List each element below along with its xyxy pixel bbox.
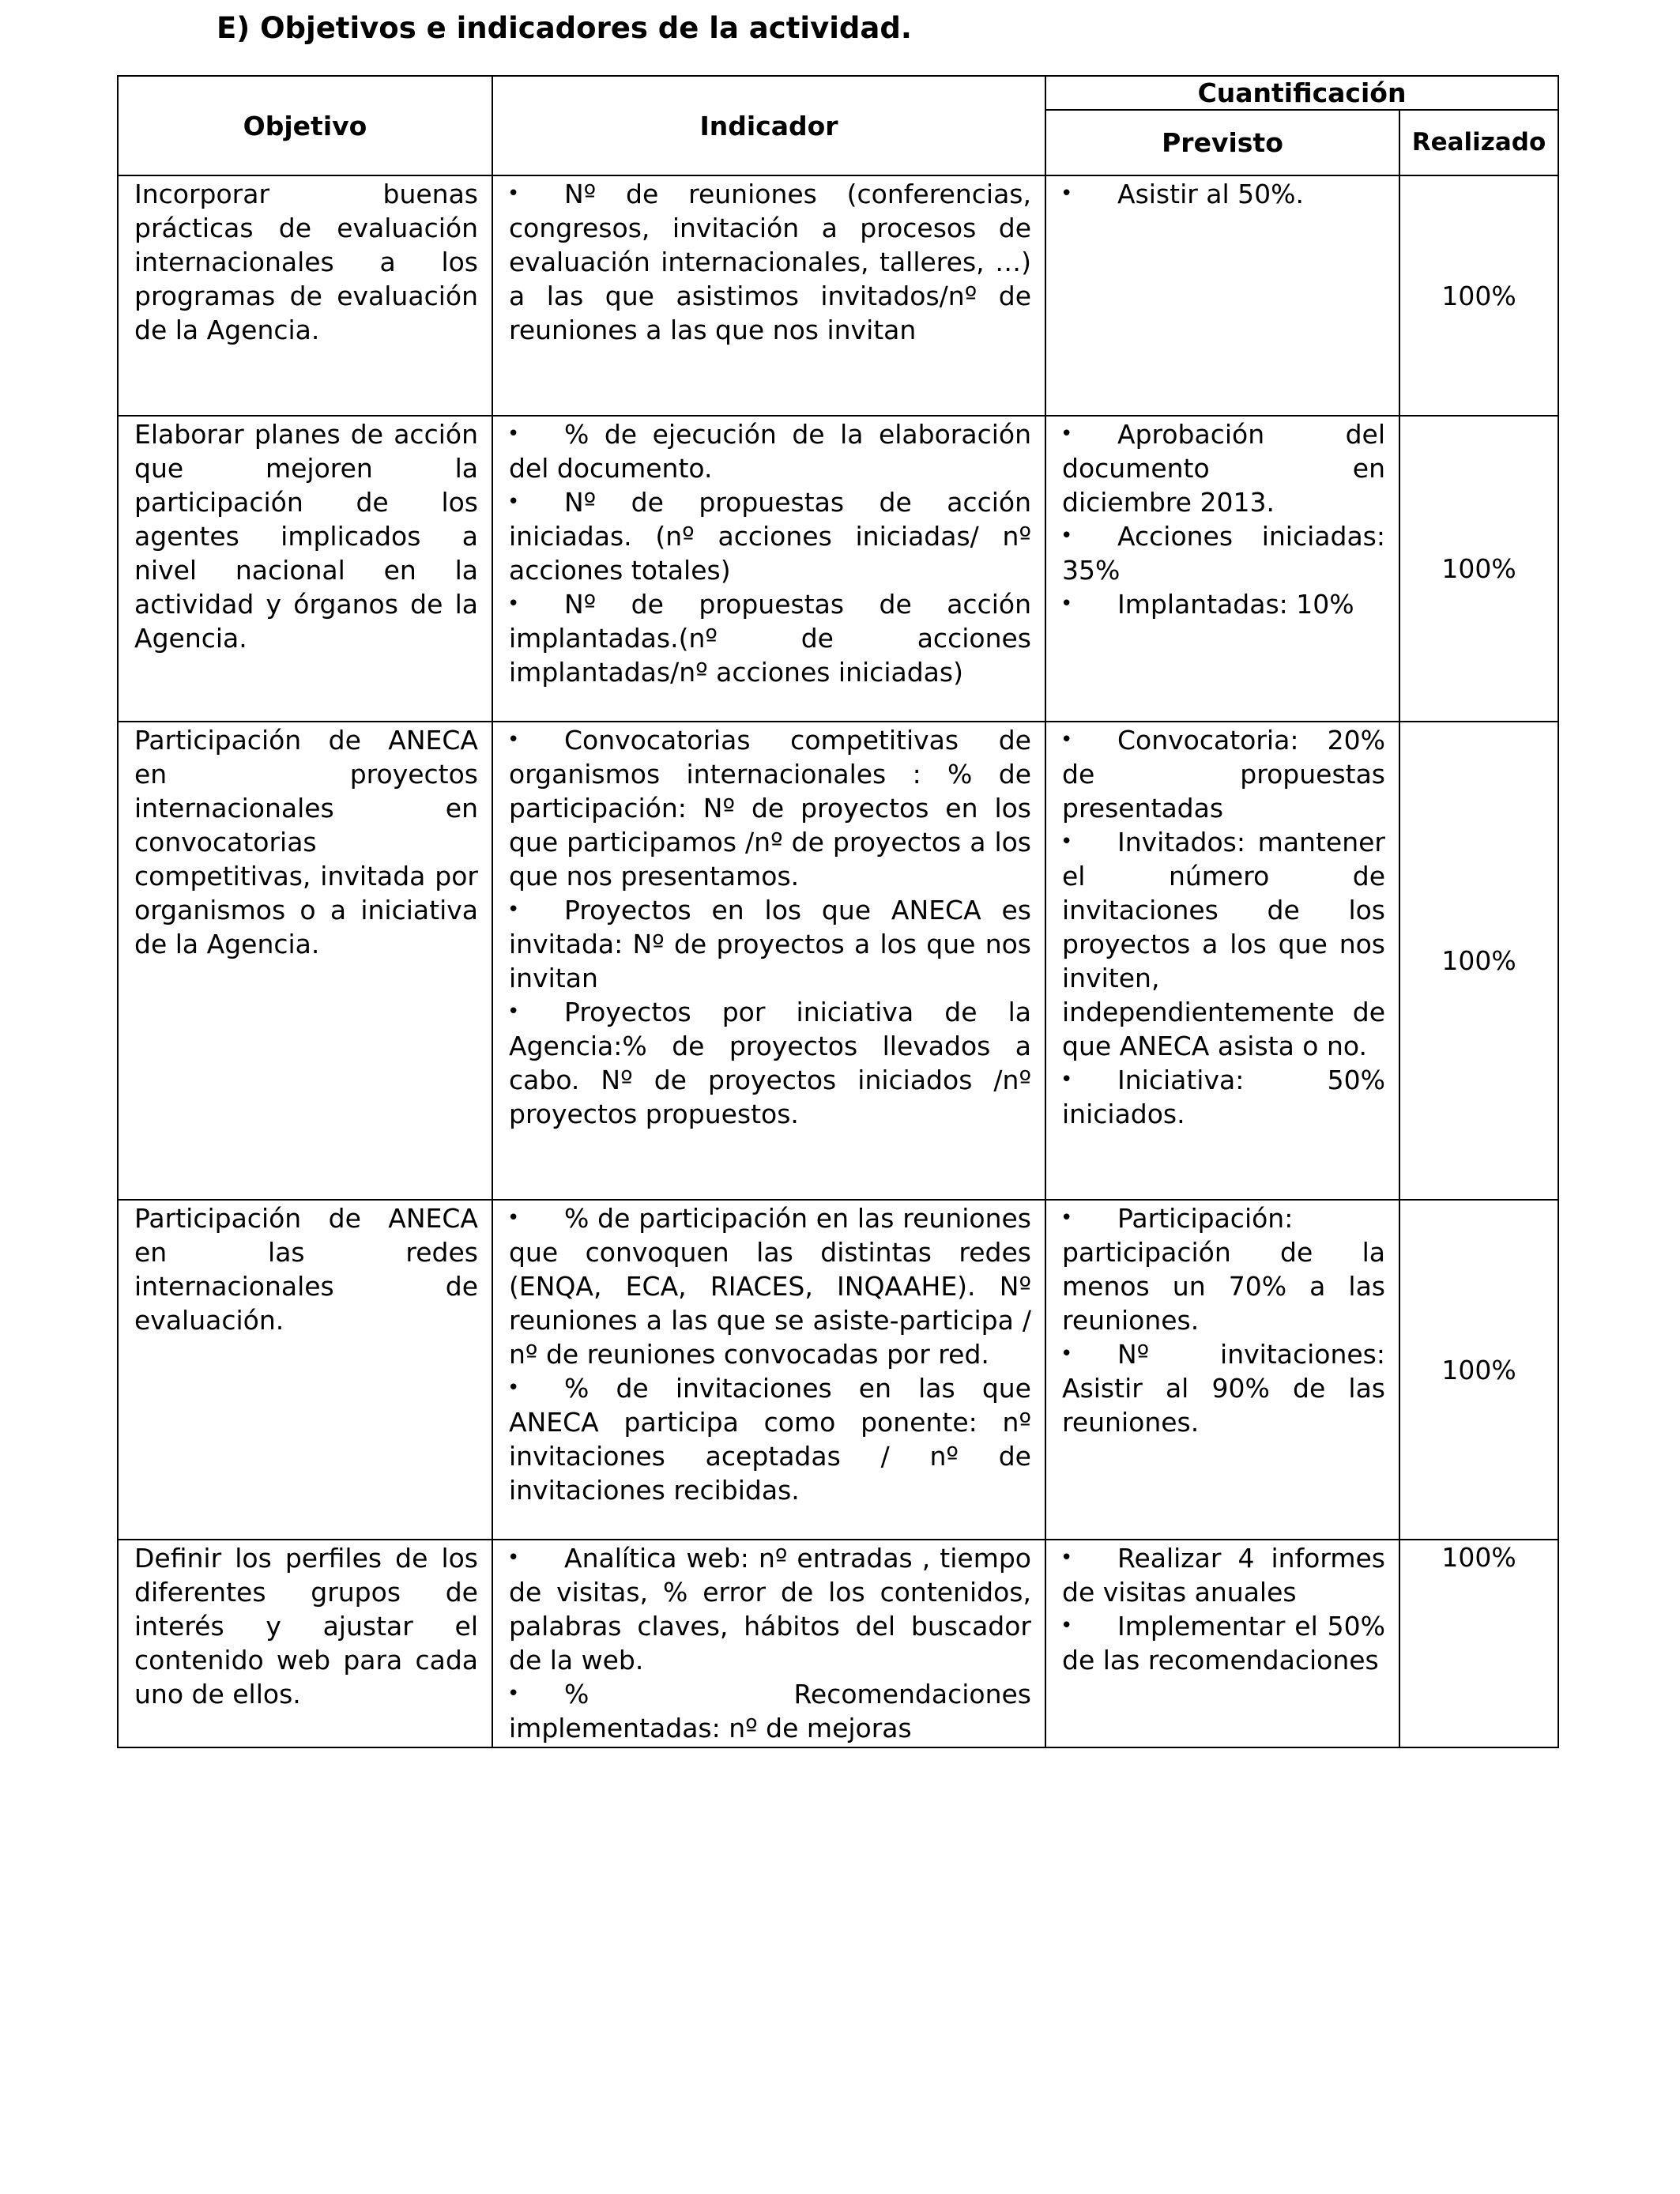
objectives-table [117, 75, 1559, 1748]
objetivo-cell: Participación de ANECA en proyectos internacionales en convocatorias competitivas, invitada por organismos o a iniciativa de la Agencia. [118, 722, 492, 1200]
indicador-cell [492, 1540, 1045, 1747]
table-row [118, 1200, 1558, 1540]
previsto-cell [1045, 416, 1399, 722]
indicador-cell [492, 175, 1045, 416]
list-item: • Iniciativa: 50% iniciados. [1060, 1065, 1385, 1129]
list-item: • % de invitaciones en las que ANECA participa como ponente: nº invitaciones aceptadas / nº de invitaciones recibidas. [507, 1373, 1031, 1506]
previsto-cell [1045, 1200, 1399, 1540]
realizado-cell: 100% [1399, 1540, 1558, 1747]
list-item: • Acciones iniciadas: 35% [1060, 521, 1385, 586]
previsto-cell [1045, 1540, 1399, 1747]
list-item: • Proyectos en los que ANECA es invitada: Nº de proyectos a los que nos invitan [507, 895, 1031, 993]
list-item: • Invitados: mantener el número de invitaciones de los proyectos a los que nos inviten, independientemente de que ANECA asista o no. [1060, 827, 1385, 1061]
indicador-cell [492, 1200, 1045, 1540]
header-objetivo: Objetivo [118, 76, 492, 175]
realizado-cell: 100% [1399, 175, 1558, 416]
indicador-cell [492, 722, 1045, 1200]
list-item: • Realizar 4 informes de visitas anuales [1060, 1543, 1385, 1608]
list-item: • Proyectos por iniciativa de la Agencia:% de proyectos llevados a cabo. Nº de proyectos iniciados /nº proyectos propuestos. [507, 997, 1031, 1129]
header-indicador: Indicador [492, 76, 1045, 175]
list-item: • % Recomendaciones implementadas: nº de mejoras [507, 1679, 1031, 1744]
list-item: • Participación: participación de la menos un 70% a las reuniones. [1060, 1203, 1385, 1336]
table-row [118, 175, 1558, 416]
list-item: • Convocatoria: 20% de propuestas presentadas [1060, 725, 1385, 824]
table-row [118, 1540, 1558, 1747]
list-item: • Aprobación del documento en diciembre 2013. [1060, 419, 1385, 518]
objetivo-cell: Incorporar buenas prácticas de evaluación internacionales a los programas de evaluación de la Agencia. [118, 175, 492, 416]
list-item: • % de participación en las reuniones que convoquen las distintas redes (ENQA, ECA, RIACES, INQAAHE). Nº reuniones a las que se asiste-participa / nº de reuniones convocadas por red. [507, 1203, 1031, 1370]
table-row [118, 416, 1558, 722]
list-item: • % de ejecución de la elaboración del documento. [507, 419, 1031, 484]
previsto-cell [1045, 722, 1399, 1200]
objetivo-cell: Definir los perfiles de los diferentes grupos de interés y ajustar el contenido web para cada uno de ellos. [118, 1540, 492, 1747]
previsto-cell [1045, 175, 1399, 416]
realizado-cell: 100% [1399, 1200, 1558, 1540]
table-row [118, 722, 1558, 1200]
objetivo-cell: Participación de ANECA en las redes internacionales de evaluación. [118, 1200, 492, 1540]
list-item: • Asistir al 50%. [1060, 179, 1305, 209]
list-item: • Nº invitaciones: Asistir al 90% de las reuniones. [1060, 1339, 1385, 1438]
realizado-cell: 100% [1399, 416, 1558, 722]
header-realizado: Realizado [1399, 110, 1558, 175]
list-item: • Analítica web: nº entradas , tiempo de visitas, % error de los contenidos, palabras claves, hábitos del buscador de la web. [507, 1543, 1031, 1676]
list-item: • Nº de reuniones (conferencias, congresos, invitación a procesos de evaluación internacionales, talleres, …) a las que asistimos invitados/nº de reuniones a las que nos invitan [507, 179, 1031, 345]
list-item: • Implantadas: 10% [1060, 589, 1354, 620]
header-previsto: Previsto [1045, 110, 1399, 175]
section-heading: E) Objetivos e indicadores de la actividad. [217, 11, 912, 45]
list-item: • Nº de propuestas de acción implantadas.(nº de acciones implantadas/nº acciones iniciadas) [507, 589, 1031, 688]
objetivo-cell: Elaborar planes de acción que mejoren la participación de los agentes implicados a nivel nacional en la actividad y órganos de la Agencia. [118, 416, 492, 722]
realizado-cell: 100% [1399, 722, 1558, 1200]
list-item: • Implementar el 50% de las recomendaciones [1060, 1611, 1385, 1676]
list-item: • Convocatorias competitivas de organismos internacionales : % de participación: Nº de proyectos en los que participamos /nº de proyectos a los que nos presentamos. [507, 725, 1031, 892]
indicador-cell [492, 416, 1045, 722]
list-item: • Nº de propuestas de acción iniciadas. (nº acciones iniciadas/ nº acciones totales) [507, 487, 1031, 586]
header-cuantificacion: Cuantificación [1045, 76, 1558, 110]
